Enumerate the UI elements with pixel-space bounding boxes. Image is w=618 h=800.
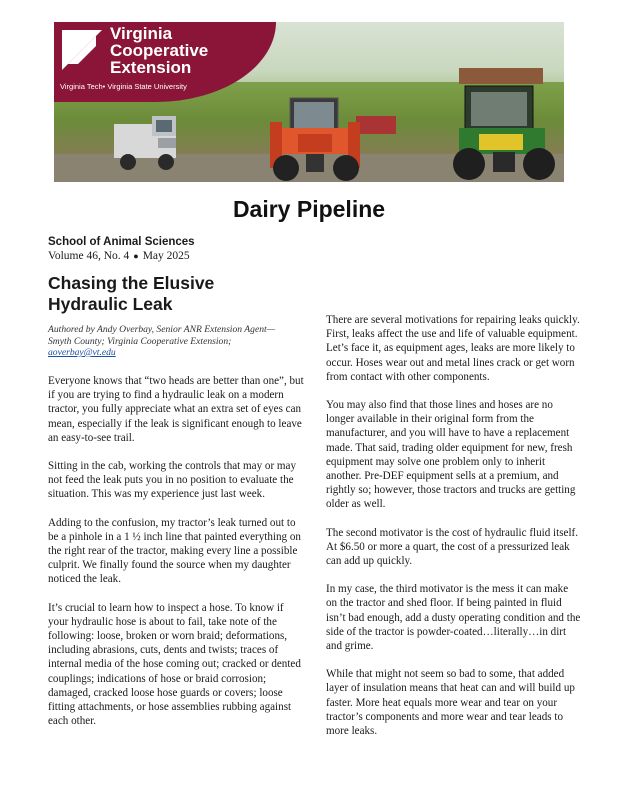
- extension-name-line3: Extension: [110, 58, 192, 77]
- issue-info: [48, 250, 190, 262]
- green-tractor-image: [449, 68, 561, 182]
- paragraph: There are several motivations for repairing leaks quickly. First, leaks affect the use and life of valuable equipment. Let’s face it, as equipment ages, leaks are more likely to occur. Hoses wear out and metal lines crack or get worn from contact with other components.: [326, 314, 580, 383]
- extension-logo-icon: [60, 28, 104, 72]
- article-byline: [48, 324, 298, 359]
- author-email-link[interactable]: aoverbay@vt.edu: [48, 347, 116, 358]
- extension-affiliates: Virginia Tech• Virginia State University: [60, 82, 187, 91]
- paragraph: Adding to the confusion, my tractor’s leak turned out to be a pinhole in a 1 ½ inch line that painted everything on the right rear of the tractor, making every line a possible culprit. We finally found the source when my daughter noticed the leak.: [48, 516, 301, 586]
- paragraph: Everyone knows that “two heads are better than one”, but if you are trying to find a hydraulic leak on a modern tractor, you fully appreciate what an extra set of eyes can mean, especially if the leak is significant enough to leave an easy-to-see trail.: [48, 375, 304, 444]
- paragraph: Sitting in the cab, working the controls that may or may not feed the leak puts you in no position to evaluate the situation. This was my experience just last week.: [48, 460, 297, 501]
- article-column-left: [48, 374, 304, 742]
- article-column-right: [326, 313, 582, 752]
- truck-image: [114, 114, 194, 174]
- paragraph: It’s crucial to learn how to inspect a hose. To know if your hydraulic hose is about to fail, take note of the following: loose, broken or worn braid; deformations, including abrasions, cuts, dents and twists; traces of internal media of the hose coming out; cracked or dented couplings; indications of hose or braid corrosion; damaged, cracked loose hose guards or covers; loose fitting attachments, or hose assemblies rubbing against each other.: [48, 601, 301, 728]
- newsletter-title: Dairy Pipeline: [232, 196, 386, 222]
- article-headline: Chasing the Elusive Hydraulic Leak: [48, 273, 215, 314]
- paragraph: In my case, the third motivator is the mess it can make on the tractor and shed floor. If being painted in fluid isn’t bad enough, add a dusty operating condition and the side of the tractor is powder-coated…literally…in dirt and grime.: [326, 583, 581, 653]
- extension-name-line1: Virginia: [110, 24, 173, 43]
- school-name: School of Animal Sciences: [48, 236, 195, 248]
- red-tractor-image: [268, 94, 398, 182]
- volume-number: Volume 46, No. 4: [48, 250, 130, 262]
- extension-name-line2: Cooperative: [110, 41, 209, 60]
- paragraph: While that might not seem so bad to some, that added layer of insulation means that heat can and will build up faster. More heat equals more wear and tear on your tractor’s components and more wear and tear leads to more leaks.: [326, 668, 575, 738]
- paragraph: The second motivator is the cost of hydraulic fluid itself. At $6.50 or more a quart, the cost of a pressurized leak can add up quickly.: [326, 526, 579, 568]
- paragraph: You may also find that those lines and hoses are no longer available in their original form from the manufacturer, and you will have to have a replacement made. That said, trading older equipment for new, fresh equipment may solve one problem only to inherit another. Pre-DEF equipment sells at a premium, and rightly so; however, those tractors and trucks are getting older as well.: [326, 399, 576, 511]
- extension-name: [110, 25, 208, 76]
- header-banner: [54, 22, 564, 182]
- issue-date: May 2025: [142, 250, 190, 262]
- byline-text: Authored by Andy Overbay, Senior ANR Extension Agent—Smyth County; Virginia Cooperative Extension;: [48, 324, 276, 347]
- bullet-icon: ●: [133, 251, 139, 261]
